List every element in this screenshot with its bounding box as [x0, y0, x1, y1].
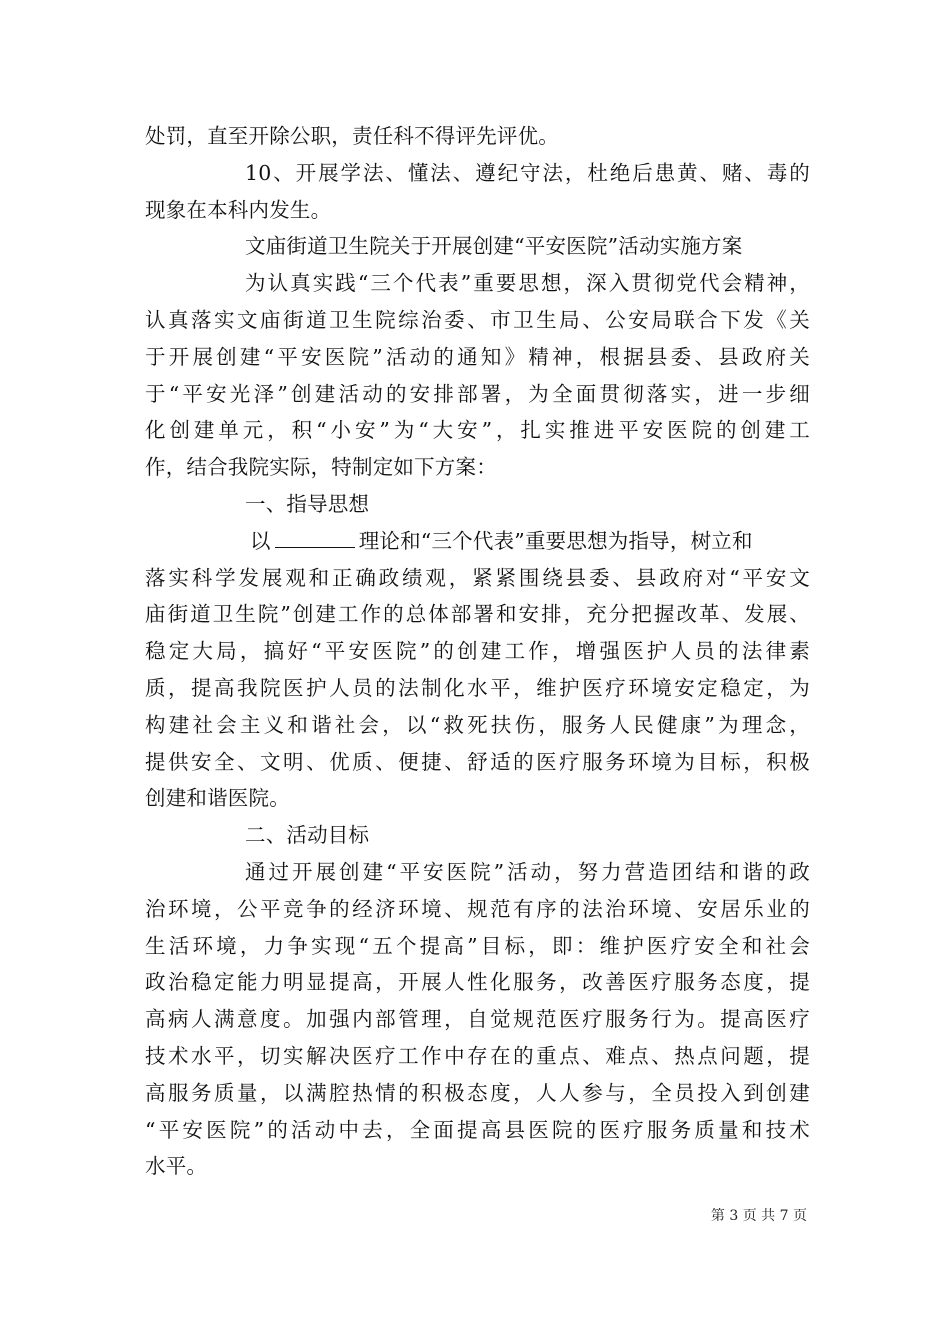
text-line: 庙街道卫生院”创建工作的总体部署和安排，充分把握改革、发展、 — [145, 602, 810, 627]
text-line: 于开展创建“平安医院”活动的通知》精神，根据县委、县政府关 — [145, 344, 810, 369]
fill-in-blank — [275, 529, 355, 548]
text-line: 处罚，直至开除公职，责任科不得评先评优。 — [145, 124, 559, 148]
text-line: 治环境，公平竞争的经济环境、规范有序的法治环境、安居乐业的 — [145, 896, 810, 921]
text-line: 10、开展学法、懂法、遵纪守法，杜绝后患黄、赌、毒的 — [245, 160, 810, 185]
text-line-with-blank — [145, 523, 810, 560]
document-body — [145, 118, 810, 1185]
text-line: 创建和谐医院。 — [145, 786, 290, 811]
text-line: 通过开展创建“平安医院”活动，努力营造团结和谐的政 — [245, 859, 810, 884]
section-title: 文庙街道卫生院关于开展创建“平安医院”活动实施方案 — [245, 234, 743, 259]
page-number: 第 3 页 共 7 页 — [710, 1208, 807, 1224]
text-segment: 以 — [250, 528, 271, 553]
text-line: 生活环境，力争实现“五个提高”目标，即：维护医疗安全和社会 — [145, 933, 810, 958]
text-line: 为认真实践“三个代表”重要思想，深入贯彻党代会精神， — [245, 271, 810, 296]
text-line: 质，提高我院医护人员的法制化水平，维护医疗环境安定稳定，为 — [145, 675, 810, 700]
text-line: 高服务质量，以满腔热情的积极态度，人人参与，全员投入到创建 — [145, 1080, 810, 1105]
section-heading: 二、活动目标 — [245, 823, 370, 848]
text-line: 于“平安光泽”创建活动的安排部署，为全面贯彻落实，进一步细 — [145, 381, 810, 406]
text-line: 构建社会主义和谐社会，以“救死扶伤，服务人民健康”为理念， — [145, 712, 810, 737]
text-line: 认真落实文庙街道卫生院综治委、市卫生局、公安局联合下发《关 — [145, 307, 810, 332]
text-line: 水平。 — [145, 1154, 208, 1179]
text-line: “平安医院”的活动中去，全面提高县医院的医疗服务质量和技术 — [145, 1117, 810, 1142]
text-line: 政治稳定能力明显提高，开展人性化服务，改善医疗服务态度，提 — [145, 970, 810, 995]
text-line: 落实科学发展观和正确政绩观，紧紧围绕县委、县政府对“平安文 — [145, 565, 810, 590]
text-line: 高病人满意度。加强内部管理，自觉规范医疗服务行为。提高医疗 — [145, 1007, 810, 1032]
text-segment: 理论和“三个代表”重要思想为指导，树立和 — [358, 528, 753, 553]
text-line: 技术水平，切实解决医疗工作中存在的重点、难点、热点问题，提 — [145, 1043, 810, 1068]
text-line: 化创建单元，积“小安”为“大安”，扎实推进平安医院的创建工 — [145, 418, 810, 443]
text-line: 现象在本科内发生。 — [145, 197, 332, 222]
section-heading: 一、指导思想 — [245, 491, 370, 516]
text-line: 稳定大局，搞好“平安医院”的创建工作，增强医护人员的法律素 — [145, 639, 810, 664]
text-line: 提供安全、文明、优质、便捷、舒适的医疗服务环境为目标，积极 — [145, 749, 810, 774]
text-line: 作，结合我院实际，特制定如下方案： — [145, 455, 497, 480]
